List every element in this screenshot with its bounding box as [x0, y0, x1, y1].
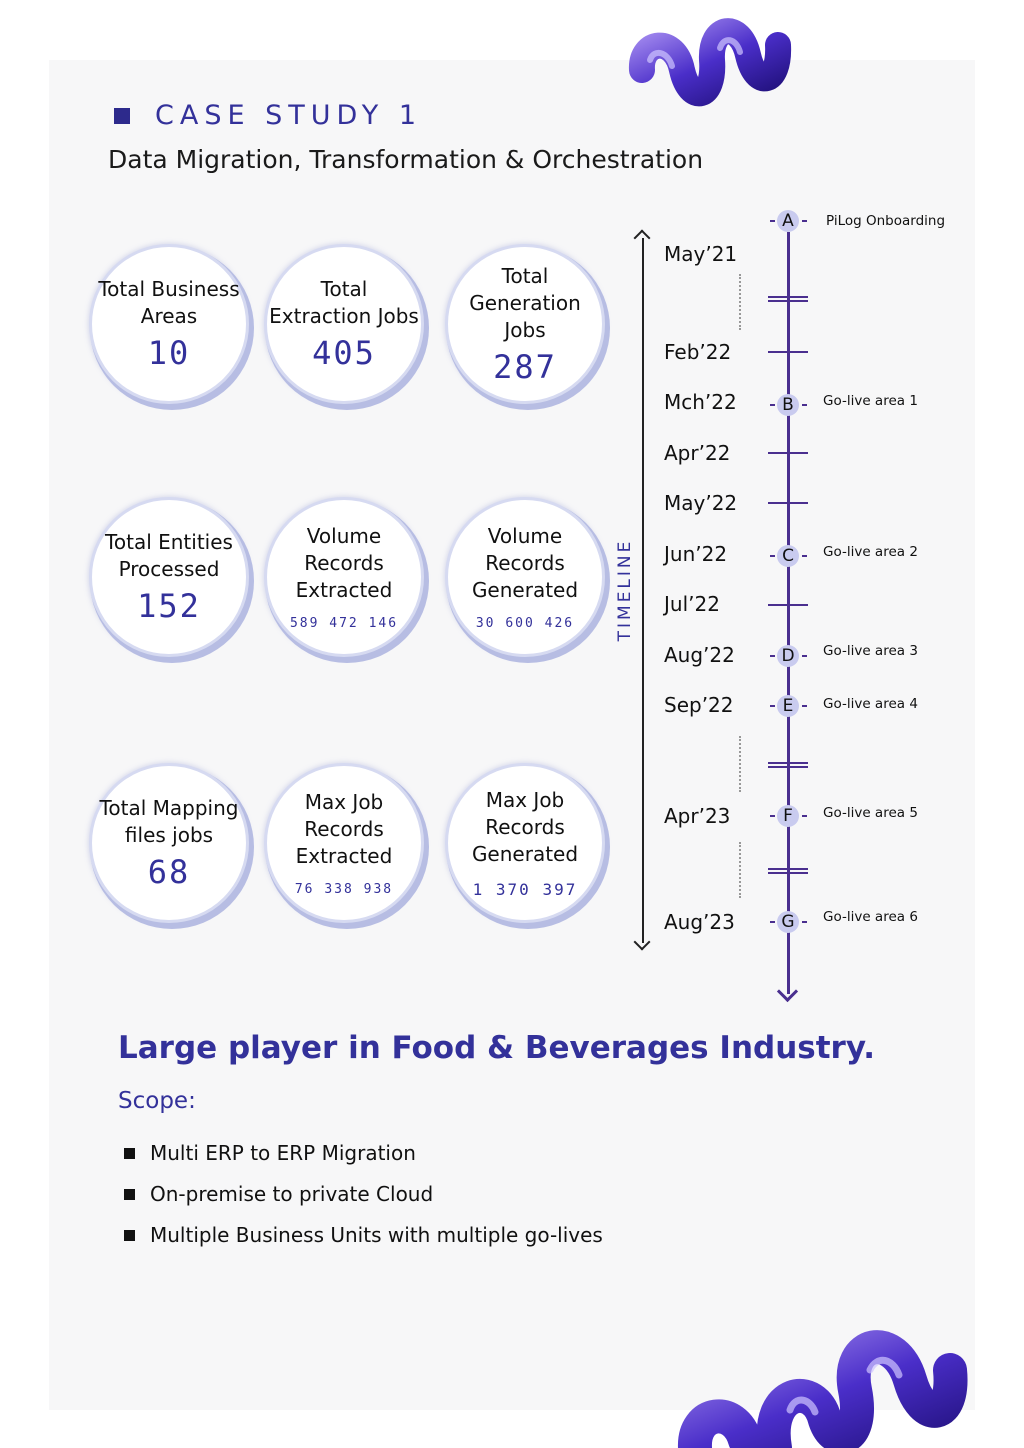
stat-label: Max Job Records Extracted	[295, 790, 393, 868]
month-label: May’22	[664, 491, 738, 515]
section-marker-square	[114, 108, 130, 124]
milestone-node-f: F	[777, 805, 799, 827]
node-dash	[770, 705, 775, 707]
case-study-label: CASE STUDY 1	[155, 100, 423, 131]
gap-dots	[739, 274, 741, 330]
bullet-square-icon	[124, 1189, 135, 1200]
milestone-label: Go-live area 2	[823, 544, 918, 560]
stat-label: Volume Records Generated	[471, 524, 579, 602]
stat-circle-entities-processed	[89, 497, 249, 657]
node-dash	[802, 705, 807, 707]
month-tick	[768, 502, 808, 504]
stat-value: 30 600 426	[475, 616, 575, 631]
stat-label: Total Entities Processed	[105, 530, 233, 581]
scope-label: Scope:	[118, 1088, 196, 1114]
node-dash	[770, 220, 775, 222]
node-dash	[770, 655, 775, 657]
milestone-label: Go-live area 4	[823, 696, 918, 712]
break-tick	[768, 762, 808, 768]
node-dash	[770, 815, 775, 817]
month-label: Aug’23	[664, 910, 735, 934]
node-dash	[770, 555, 775, 557]
timeline-label-text: TIMELINE	[615, 538, 635, 642]
month-label: Jun’22	[664, 542, 728, 566]
node-dash	[802, 555, 807, 557]
bullet-square-icon	[124, 1230, 135, 1241]
bullet-square-icon	[124, 1148, 135, 1159]
month-label: Mch’22	[664, 390, 737, 414]
gap-dots	[739, 842, 741, 898]
scope-item: Multi ERP to ERP Migration	[150, 1141, 416, 1165]
milestone-label: PiLog Onboarding	[826, 213, 946, 229]
timeline-track	[787, 232, 790, 994]
stat-circle-volume-extracted	[264, 497, 424, 657]
scope-item: Multiple Business Units with multiple go-lives	[150, 1223, 603, 1247]
milestone-node-c: C	[777, 545, 799, 567]
stat-circle-extraction-jobs	[264, 244, 424, 404]
milestone-label: Go-live area 6	[823, 909, 918, 925]
milestone-node-a: A	[777, 210, 799, 232]
milestone-node-d: D	[777, 645, 799, 667]
bottom-squiggle-decoration	[665, 1310, 985, 1448]
milestone-node-g: G	[777, 911, 799, 933]
node-dash	[802, 220, 807, 222]
stat-label: Total Extraction Jobs	[269, 277, 419, 328]
milestone-label: Go-live area 1	[823, 393, 918, 409]
milestone-label: Go-live area 3	[823, 643, 918, 659]
stat-circle-business-areas	[89, 244, 249, 404]
stat-circle-max-extracted	[264, 763, 424, 923]
node-dash	[802, 921, 807, 923]
node-dash	[802, 404, 807, 406]
timeline-arrow-line	[642, 238, 644, 943]
stat-label: Total Mapping files jobs	[99, 796, 239, 847]
stat-circle-volume-generated	[445, 497, 605, 657]
month-tick	[768, 452, 808, 454]
stat-label: Total Generation Jobs	[469, 263, 581, 342]
case-study-subtitle: Data Migration, Transformation & Orchestration	[108, 145, 704, 174]
month-label: Sep’22	[664, 693, 734, 717]
month-label: Feb’22	[664, 340, 732, 364]
stat-circle-max-generated	[445, 763, 605, 923]
node-dash	[770, 921, 775, 923]
top-squiggle-decoration	[620, 0, 810, 135]
milestone-node-b: B	[777, 394, 799, 416]
node-dash	[770, 404, 775, 406]
timeline-label	[612, 530, 638, 650]
month-label: Apr’23	[664, 804, 731, 828]
stat-value: 10	[147, 334, 191, 372]
stat-value: 152	[137, 587, 201, 625]
month-label: Apr’22	[664, 441, 731, 465]
stat-circle-generation-jobs	[445, 244, 605, 404]
break-tick	[768, 868, 808, 874]
stat-label: Total Business Areas	[98, 277, 240, 328]
stat-value: 76 338 938	[294, 882, 394, 897]
stat-value: 589 472 146	[289, 616, 399, 631]
month-tick	[768, 604, 808, 606]
month-label: May’21	[664, 242, 738, 266]
node-dash	[802, 815, 807, 817]
milestone-label: Go-live area 5	[823, 805, 918, 821]
node-dash	[802, 655, 807, 657]
stat-value: 405	[312, 334, 376, 372]
stat-circle-mapping-files	[89, 763, 249, 923]
stat-label: Max Job Records Generated	[471, 788, 579, 866]
break-tick	[768, 296, 808, 302]
month-tick	[768, 351, 808, 353]
gap-dots	[739, 736, 741, 792]
scope-item: On-premise to private Cloud	[150, 1182, 434, 1206]
month-label: Aug’22	[664, 643, 735, 667]
stat-value: 1 370 397	[472, 880, 578, 899]
milestone-node-e: E	[777, 695, 799, 717]
stat-value: 287	[493, 347, 557, 386]
month-label: Jul’22	[664, 592, 720, 616]
stat-value: 68	[147, 853, 191, 891]
stat-label: Volume Records Extracted	[295, 524, 393, 602]
industry-headline: Large player in Food & Beverages Industry.	[118, 1030, 875, 1066]
